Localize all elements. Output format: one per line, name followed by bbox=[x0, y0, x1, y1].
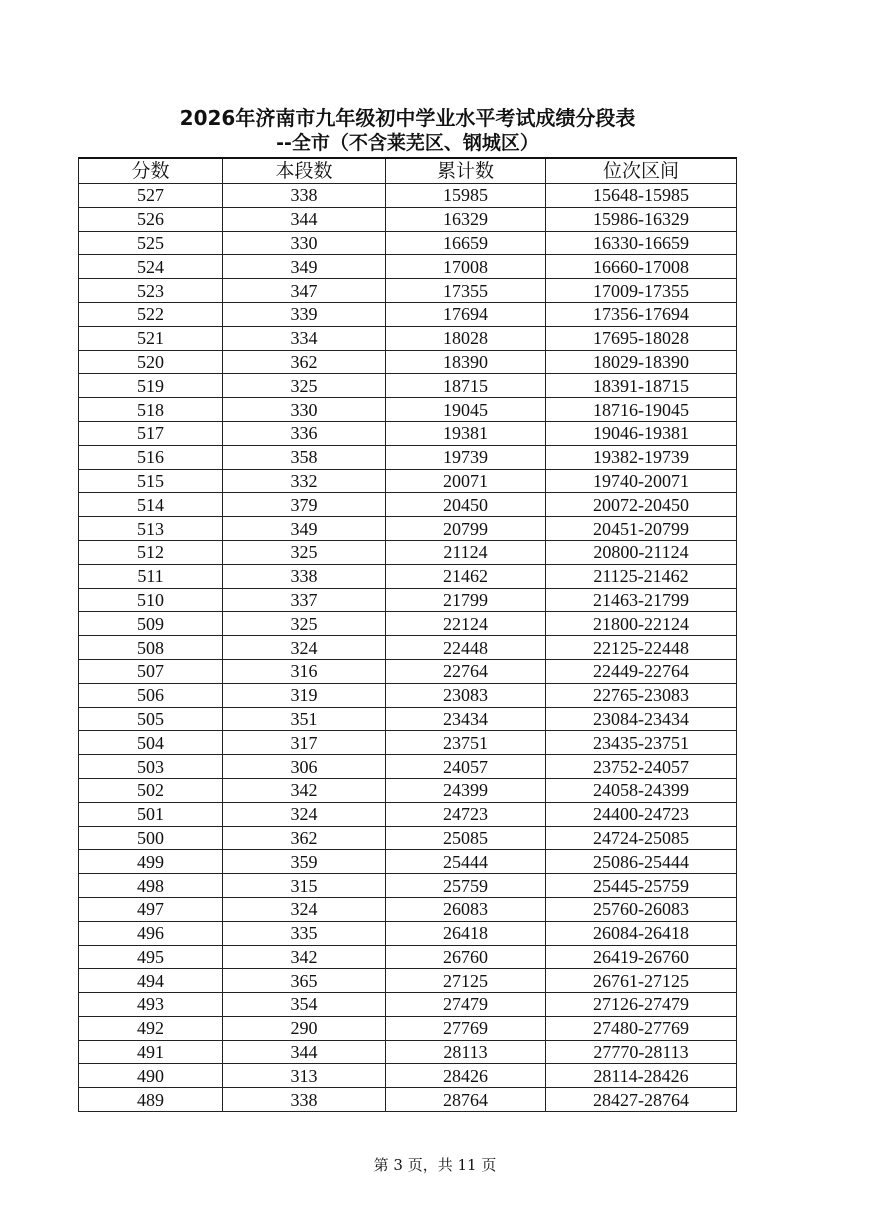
cell-segment-count: 338 bbox=[223, 184, 386, 208]
table-row bbox=[79, 1016, 737, 1040]
cell-cumulative-count: 28426 bbox=[386, 1064, 546, 1088]
cell-rank-range: 27480-27769 bbox=[546, 1016, 737, 1040]
cell-rank-range: 23752-24057 bbox=[546, 755, 737, 779]
cell-rank-range: 26084-26418 bbox=[546, 921, 737, 945]
cell-segment-count: 330 bbox=[223, 231, 386, 255]
cell-score: 505 bbox=[79, 707, 223, 731]
table-row bbox=[79, 302, 737, 326]
cell-score: 507 bbox=[79, 659, 223, 683]
table-row bbox=[79, 1088, 737, 1112]
table-row bbox=[79, 636, 737, 660]
cell-score: 510 bbox=[79, 588, 223, 612]
cell-segment-count: 379 bbox=[223, 493, 386, 517]
cell-score: 516 bbox=[79, 445, 223, 469]
table-row bbox=[79, 993, 737, 1017]
table-header-row bbox=[79, 158, 737, 184]
cell-score: 497 bbox=[79, 897, 223, 921]
table-row bbox=[79, 279, 737, 303]
header-cumulative-count: 累计数 bbox=[386, 158, 546, 184]
cell-rank-range: 18391-18715 bbox=[546, 374, 737, 398]
cell-rank-range: 19740-20071 bbox=[546, 469, 737, 493]
table-row bbox=[79, 731, 737, 755]
cell-cumulative-count: 24057 bbox=[386, 755, 546, 779]
cell-score: 494 bbox=[79, 969, 223, 993]
table-row bbox=[79, 493, 737, 517]
cell-rank-range: 18029-18390 bbox=[546, 350, 737, 374]
table-row bbox=[79, 945, 737, 969]
table-row bbox=[79, 802, 737, 826]
cell-score: 501 bbox=[79, 802, 223, 826]
cell-cumulative-count: 23751 bbox=[386, 731, 546, 755]
cell-rank-range: 15648-15985 bbox=[546, 184, 737, 208]
table-row bbox=[79, 398, 737, 422]
table-row bbox=[79, 897, 737, 921]
cell-segment-count: 317 bbox=[223, 731, 386, 755]
table-row bbox=[79, 255, 737, 279]
cell-score: 508 bbox=[79, 636, 223, 660]
cell-score: 495 bbox=[79, 945, 223, 969]
table-row bbox=[79, 540, 737, 564]
cell-rank-range: 20800-21124 bbox=[546, 540, 737, 564]
cell-score: 489 bbox=[79, 1088, 223, 1112]
cell-rank-range: 25086-25444 bbox=[546, 850, 737, 874]
cell-rank-range: 17009-17355 bbox=[546, 279, 737, 303]
cell-cumulative-count: 22764 bbox=[386, 659, 546, 683]
cell-score: 521 bbox=[79, 326, 223, 350]
cell-score: 509 bbox=[79, 612, 223, 636]
cell-cumulative-count: 27479 bbox=[386, 993, 546, 1017]
header-segment-count: 本段数 bbox=[223, 158, 386, 184]
cell-segment-count: 342 bbox=[223, 945, 386, 969]
page-subtitle: --全市（不含莱芜区、钢城区） bbox=[276, 132, 539, 154]
cell-segment-count: 354 bbox=[223, 993, 386, 1017]
cell-segment-count: 319 bbox=[223, 683, 386, 707]
cell-rank-range: 24058-24399 bbox=[546, 778, 737, 802]
table-row bbox=[79, 612, 737, 636]
cell-segment-count: 358 bbox=[223, 445, 386, 469]
cell-rank-range: 23435-23751 bbox=[546, 731, 737, 755]
cell-segment-count: 332 bbox=[223, 469, 386, 493]
cell-segment-count: 349 bbox=[223, 255, 386, 279]
cell-rank-range: 20451-20799 bbox=[546, 517, 737, 541]
cell-cumulative-count: 16659 bbox=[386, 231, 546, 255]
cell-cumulative-count: 24399 bbox=[386, 778, 546, 802]
cell-rank-range: 26419-26760 bbox=[546, 945, 737, 969]
cell-cumulative-count: 23434 bbox=[386, 707, 546, 731]
cell-rank-range: 17356-17694 bbox=[546, 302, 737, 326]
table-row bbox=[79, 469, 737, 493]
cell-score: 490 bbox=[79, 1064, 223, 1088]
cell-segment-count: 362 bbox=[223, 826, 386, 850]
cell-segment-count: 316 bbox=[223, 659, 386, 683]
cell-rank-range: 28114-28426 bbox=[546, 1064, 737, 1088]
cell-score: 526 bbox=[79, 207, 223, 231]
cell-segment-count: 313 bbox=[223, 1064, 386, 1088]
cell-score: 523 bbox=[79, 279, 223, 303]
header-score: 分数 bbox=[79, 158, 223, 184]
cell-rank-range: 26761-27125 bbox=[546, 969, 737, 993]
cell-cumulative-count: 26418 bbox=[386, 921, 546, 945]
cell-cumulative-count: 19739 bbox=[386, 445, 546, 469]
cell-segment-count: 342 bbox=[223, 778, 386, 802]
cell-score: 512 bbox=[79, 540, 223, 564]
cell-cumulative-count: 25085 bbox=[386, 826, 546, 850]
cell-score: 514 bbox=[79, 493, 223, 517]
cell-rank-range: 22765-23083 bbox=[546, 683, 737, 707]
cell-segment-count: 325 bbox=[223, 540, 386, 564]
cell-cumulative-count: 27125 bbox=[386, 969, 546, 993]
table-row bbox=[79, 445, 737, 469]
cell-rank-range: 27770-28113 bbox=[546, 1040, 737, 1064]
cell-score: 511 bbox=[79, 564, 223, 588]
cell-score: 498 bbox=[79, 874, 223, 898]
table-row bbox=[79, 374, 737, 398]
table-row bbox=[79, 588, 737, 612]
cell-rank-range: 25445-25759 bbox=[546, 874, 737, 898]
cell-rank-range: 21800-22124 bbox=[546, 612, 737, 636]
cell-segment-count: 344 bbox=[223, 1040, 386, 1064]
cell-rank-range: 16660-17008 bbox=[546, 255, 737, 279]
cell-segment-count: 338 bbox=[223, 1088, 386, 1112]
cell-score: 517 bbox=[79, 421, 223, 445]
cell-cumulative-count: 17694 bbox=[386, 302, 546, 326]
cell-score: 525 bbox=[79, 231, 223, 255]
cell-score: 493 bbox=[79, 993, 223, 1017]
cell-cumulative-count: 22448 bbox=[386, 636, 546, 660]
page-number-footer: 第 3 页，共 11 页 bbox=[373, 1156, 497, 1174]
cell-cumulative-count: 25759 bbox=[386, 874, 546, 898]
cell-cumulative-count: 15985 bbox=[386, 184, 546, 208]
cell-segment-count: 325 bbox=[223, 374, 386, 398]
cell-rank-range: 25760-26083 bbox=[546, 897, 737, 921]
cell-segment-count: 339 bbox=[223, 302, 386, 326]
cell-rank-range: 28427-28764 bbox=[546, 1088, 737, 1112]
table-row bbox=[79, 184, 737, 208]
cell-rank-range: 19382-19739 bbox=[546, 445, 737, 469]
cell-score: 502 bbox=[79, 778, 223, 802]
cell-cumulative-count: 24723 bbox=[386, 802, 546, 826]
table-row bbox=[79, 707, 737, 731]
table-row bbox=[79, 874, 737, 898]
cell-segment-count: 337 bbox=[223, 588, 386, 612]
cell-cumulative-count: 20799 bbox=[386, 517, 546, 541]
cell-score: 520 bbox=[79, 350, 223, 374]
cell-segment-count: 290 bbox=[223, 1016, 386, 1040]
table-body bbox=[79, 184, 737, 1112]
score-distribution-table bbox=[78, 157, 737, 1112]
cell-cumulative-count: 26083 bbox=[386, 897, 546, 921]
cell-segment-count: 349 bbox=[223, 517, 386, 541]
cell-rank-range: 21463-21799 bbox=[546, 588, 737, 612]
cell-segment-count: 336 bbox=[223, 421, 386, 445]
cell-cumulative-count: 18028 bbox=[386, 326, 546, 350]
cell-rank-range: 19046-19381 bbox=[546, 421, 737, 445]
cell-segment-count: 324 bbox=[223, 897, 386, 921]
cell-score: 491 bbox=[79, 1040, 223, 1064]
cell-segment-count: 330 bbox=[223, 398, 386, 422]
cell-segment-count: 325 bbox=[223, 612, 386, 636]
cell-segment-count: 315 bbox=[223, 874, 386, 898]
table-row bbox=[79, 1064, 737, 1088]
cell-rank-range: 27126-27479 bbox=[546, 993, 737, 1017]
table-row bbox=[79, 683, 737, 707]
cell-rank-range: 16330-16659 bbox=[546, 231, 737, 255]
cell-score: 519 bbox=[79, 374, 223, 398]
cell-score: 492 bbox=[79, 1016, 223, 1040]
cell-score: 515 bbox=[79, 469, 223, 493]
cell-rank-range: 17695-18028 bbox=[546, 326, 737, 350]
cell-segment-count: 338 bbox=[223, 564, 386, 588]
cell-cumulative-count: 23083 bbox=[386, 683, 546, 707]
cell-cumulative-count: 18715 bbox=[386, 374, 546, 398]
header-rank-range: 位次区间 bbox=[546, 158, 737, 184]
cell-rank-range: 21125-21462 bbox=[546, 564, 737, 588]
cell-score: 524 bbox=[79, 255, 223, 279]
table-row bbox=[79, 1040, 737, 1064]
cell-segment-count: 365 bbox=[223, 969, 386, 993]
cell-cumulative-count: 20071 bbox=[386, 469, 546, 493]
cell-segment-count: 306 bbox=[223, 755, 386, 779]
cell-rank-range: 24400-24723 bbox=[546, 802, 737, 826]
cell-segment-count: 347 bbox=[223, 279, 386, 303]
cell-segment-count: 334 bbox=[223, 326, 386, 350]
cell-score: 506 bbox=[79, 683, 223, 707]
table-row bbox=[79, 826, 737, 850]
cell-cumulative-count: 25444 bbox=[386, 850, 546, 874]
cell-rank-range: 15986-16329 bbox=[546, 207, 737, 231]
table-row bbox=[79, 969, 737, 993]
cell-cumulative-count: 19381 bbox=[386, 421, 546, 445]
cell-cumulative-count: 22124 bbox=[386, 612, 546, 636]
cell-rank-range: 20072-20450 bbox=[546, 493, 737, 517]
cell-cumulative-count: 17008 bbox=[386, 255, 546, 279]
table-row bbox=[79, 850, 737, 874]
cell-segment-count: 324 bbox=[223, 636, 386, 660]
table-row bbox=[79, 659, 737, 683]
cell-cumulative-count: 21799 bbox=[386, 588, 546, 612]
cell-rank-range: 18716-19045 bbox=[546, 398, 737, 422]
table-row bbox=[79, 517, 737, 541]
table-row bbox=[79, 778, 737, 802]
cell-score: 513 bbox=[79, 517, 223, 541]
cell-rank-range: 23084-23434 bbox=[546, 707, 737, 731]
cell-rank-range: 22125-22448 bbox=[546, 636, 737, 660]
table-row bbox=[79, 755, 737, 779]
cell-segment-count: 324 bbox=[223, 802, 386, 826]
table-row bbox=[79, 350, 737, 374]
table-row bbox=[79, 326, 737, 350]
cell-cumulative-count: 19045 bbox=[386, 398, 546, 422]
cell-cumulative-count: 16329 bbox=[386, 207, 546, 231]
cell-segment-count: 344 bbox=[223, 207, 386, 231]
cell-rank-range: 22449-22764 bbox=[546, 659, 737, 683]
cell-cumulative-count: 26760 bbox=[386, 945, 546, 969]
cell-segment-count: 335 bbox=[223, 921, 386, 945]
cell-cumulative-count: 17355 bbox=[386, 279, 546, 303]
cell-cumulative-count: 28113 bbox=[386, 1040, 546, 1064]
cell-segment-count: 359 bbox=[223, 850, 386, 874]
page-title: 2026年济南市九年级初中学业水平考试成绩分段表 bbox=[179, 106, 636, 130]
cell-cumulative-count: 20450 bbox=[386, 493, 546, 517]
cell-cumulative-count: 27769 bbox=[386, 1016, 546, 1040]
cell-cumulative-count: 21462 bbox=[386, 564, 546, 588]
cell-score: 527 bbox=[79, 184, 223, 208]
cell-cumulative-count: 18390 bbox=[386, 350, 546, 374]
table-row bbox=[79, 421, 737, 445]
cell-score: 499 bbox=[79, 850, 223, 874]
cell-score: 500 bbox=[79, 826, 223, 850]
cell-segment-count: 362 bbox=[223, 350, 386, 374]
cell-cumulative-count: 21124 bbox=[386, 540, 546, 564]
table-row bbox=[79, 921, 737, 945]
cell-rank-range: 24724-25085 bbox=[546, 826, 737, 850]
table-row bbox=[79, 207, 737, 231]
cell-score: 522 bbox=[79, 302, 223, 326]
cell-score: 496 bbox=[79, 921, 223, 945]
cell-cumulative-count: 28764 bbox=[386, 1088, 546, 1112]
cell-score: 518 bbox=[79, 398, 223, 422]
cell-segment-count: 351 bbox=[223, 707, 386, 731]
cell-score: 503 bbox=[79, 755, 223, 779]
table-row bbox=[79, 564, 737, 588]
table-row bbox=[79, 231, 737, 255]
cell-score: 504 bbox=[79, 731, 223, 755]
